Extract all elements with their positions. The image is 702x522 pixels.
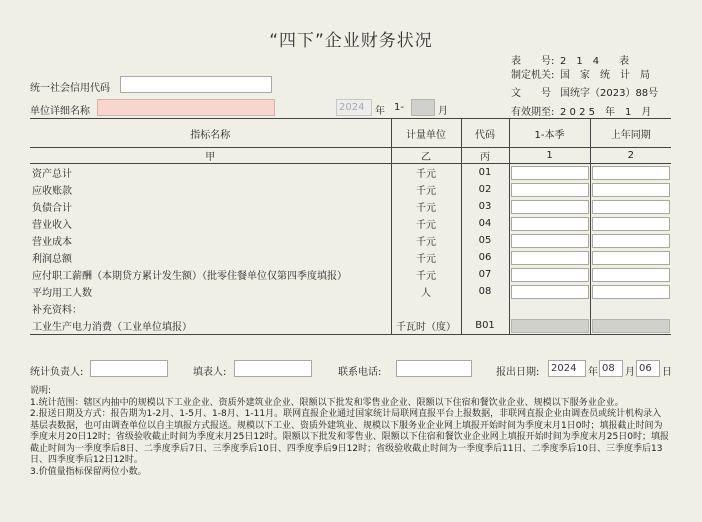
row-unit: 千元 — [391, 249, 461, 266]
row-name: 资产总计 — [30, 164, 391, 182]
row-unit: 千元 — [391, 181, 461, 198]
filler-input[interactable] — [234, 360, 312, 377]
date-day-input[interactable]: 06 — [636, 360, 660, 377]
notes-line: 1.统计范围：辖区内抽中的规模以下工业企业、资质外建筑业企业、限额以下批发和零售业企业、限额以下住宿和餐饮业企业、规模以下服务业企业。 — [30, 397, 624, 408]
date-month-input[interactable]: 08 — [599, 360, 623, 377]
table-row — [30, 249, 671, 266]
current-value-input[interactable] — [511, 268, 589, 282]
row-unit: 千元 — [391, 266, 461, 283]
row-code: 01 — [461, 164, 509, 182]
date-label: 报出日期: — [496, 367, 540, 378]
row-unit: 千元 — [391, 232, 461, 249]
row-name: 利润总额 — [30, 249, 391, 266]
report-year-input: 2024 — [336, 99, 372, 116]
current-value-input-disabled — [511, 319, 589, 333]
finance-table — [30, 118, 671, 335]
table-header-row — [30, 119, 671, 148]
row-name: 营业成本 — [30, 232, 391, 249]
date-month-label: 月 — [625, 367, 635, 378]
last-year-value-input[interactable] — [592, 166, 670, 180]
subheader-a: 甲 — [30, 148, 391, 164]
last-year-value-input[interactable] — [592, 268, 670, 282]
table-row — [30, 164, 671, 182]
org-label: 制定机关: — [511, 70, 555, 81]
filler-label: 填表人: — [193, 367, 227, 378]
row-code: 05 — [461, 232, 509, 249]
row-name: 应付职工薪酬（本期贷方累计发生额）（批零住餐单位仅第四季度填报） — [30, 266, 391, 283]
table-row — [30, 266, 671, 283]
last-year-value-input[interactable] — [592, 251, 670, 265]
subheader-1: 1 — [509, 148, 590, 164]
table-no-value: 2 1 4 表 — [560, 56, 630, 67]
row-name: 应收账款 — [30, 181, 391, 198]
row-code — [461, 300, 509, 317]
credit-code-label: 统一社会信用代码 — [30, 83, 110, 94]
current-value-input[interactable] — [511, 200, 589, 214]
current-value-input[interactable] — [511, 217, 589, 231]
row-unit: 千瓦时（度） — [391, 317, 461, 335]
header-current: 1-本季 — [509, 119, 590, 148]
row-code: 07 — [461, 266, 509, 283]
doc-label: 文 号 — [511, 88, 551, 99]
valid-label: 有效期至: — [511, 107, 555, 118]
current-value-input[interactable] — [511, 251, 589, 265]
table-row — [30, 300, 671, 317]
table-row — [30, 283, 671, 300]
row-unit: 千元 — [391, 164, 461, 182]
row-code: 04 — [461, 215, 509, 232]
table-row — [30, 232, 671, 249]
doc-value: 国统字（2023）88号 — [560, 88, 659, 99]
last-year-value-input[interactable] — [592, 234, 670, 248]
year-label: 年 — [375, 106, 385, 117]
table-row — [30, 198, 671, 215]
row-unit: 千元 — [391, 215, 461, 232]
date-year-input[interactable]: 2024 — [548, 360, 586, 377]
header-last-year: 上年同期 — [590, 119, 671, 148]
table-row — [30, 215, 671, 232]
month-prefix: 1- — [394, 102, 404, 113]
row-name: 补充资料： — [30, 300, 391, 317]
date-day-label: 日 — [662, 367, 672, 378]
form-title: “四下”企业财务状况 — [269, 31, 433, 51]
current-value-input[interactable] — [511, 285, 589, 299]
table-no-label: 表 号: — [511, 56, 555, 67]
table-row — [30, 317, 671, 335]
row-code: 03 — [461, 198, 509, 215]
month-label: 月 — [438, 106, 448, 117]
row-name: 工业生产电力消费（工业单位填报） — [30, 317, 391, 335]
subheader-2: 2 — [590, 148, 671, 164]
last-year-value-input-disabled — [592, 319, 670, 333]
current-value-input[interactable] — [511, 234, 589, 248]
row-code: 06 — [461, 249, 509, 266]
row-unit: 人 — [391, 283, 461, 300]
unit-name-input[interactable] — [97, 99, 275, 116]
row-code: B01 — [461, 317, 509, 335]
phone-input[interactable] — [396, 360, 472, 377]
notes-line: 2.报送日期及方式：报告期为1-2月、1-5月、1-8月、1-11月。联网直报企业通过国家统计局联网直报平台上报数据，非联网直报企业由调查员或统计机构录入基层表数据，也可由调查单位以自主填报方式报送。规模以下工业、资质外建筑业、规模以下服务业企业网上填报开始时间为季度末月1日0时；填报截止时间为季度末月20日12时；省级验收截止时间为季度末月25日12时。限额以下批发和零售业、限额以下住宿和餐饮业企业网上填报开始时间为季度末月25日0时；填报截止时间为一季度季后8日、二季度季后7日、三季度季后10日、四季度季后9日12时；省级验收截止时间为一季度季后11日、二季度季后10日、三季度季后13日、四季度季后12日12时。 — [30, 409, 669, 465]
stat-head-input[interactable] — [90, 360, 168, 377]
header-code: 代码 — [461, 119, 509, 148]
date-year-label: 年 — [588, 367, 598, 378]
header-unit: 计量单位 — [391, 119, 461, 148]
last-year-value-input[interactable] — [592, 285, 670, 299]
table-subheader-row — [30, 148, 671, 164]
row-name: 营业收入 — [30, 215, 391, 232]
subheader-b: 乙 — [391, 148, 461, 164]
row-name: 平均用工人数 — [30, 283, 391, 300]
stat-head-label: 统计负责人: — [30, 367, 84, 378]
unit-name-label: 单位详细名称 — [30, 106, 90, 117]
phone-label: 联系电话: — [338, 367, 382, 378]
row-unit — [391, 300, 461, 317]
subheader-c: 丙 — [461, 148, 509, 164]
header-indicator: 指标名称 — [30, 119, 391, 148]
report-month-input[interactable] — [411, 99, 435, 116]
row-name: 负债合计 — [30, 198, 391, 215]
last-year-value-input[interactable] — [592, 183, 670, 197]
current-value-input[interactable] — [511, 166, 589, 180]
org-value: 国 家 统 计 局 — [560, 70, 650, 81]
notes-line: 3.价值量指标保留两位小数。 — [30, 466, 147, 477]
last-year-value-input[interactable] — [592, 217, 670, 231]
valid-value: 2 0 2 5 年 1 月 — [560, 107, 652, 118]
credit-code-input[interactable] — [120, 76, 272, 93]
last-year-value-input[interactable] — [592, 200, 670, 214]
notes-heading: 说明: — [30, 386, 52, 396]
current-value-input[interactable] — [511, 183, 589, 197]
row-code: 02 — [461, 181, 509, 198]
row-code: 08 — [461, 283, 509, 300]
row-unit: 千元 — [391, 198, 461, 215]
notes-block — [30, 386, 670, 478]
table-row — [30, 181, 671, 198]
